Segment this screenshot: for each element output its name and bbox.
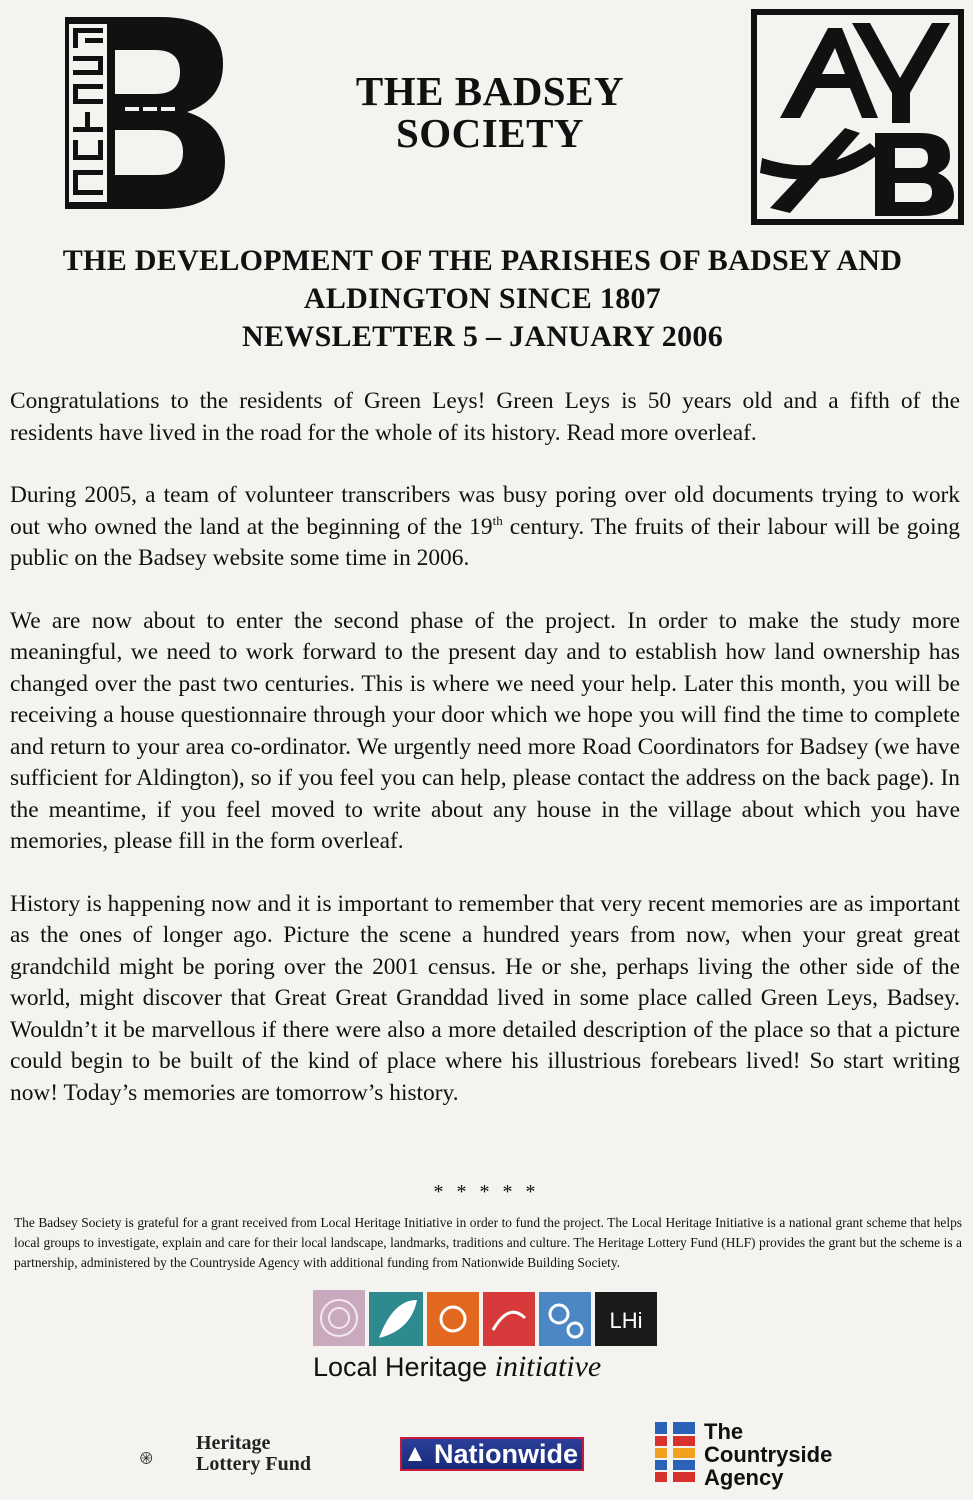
hlf-name — [196, 1433, 311, 1475]
nationwide-logo — [400, 1437, 584, 1471]
lhi-name-plain: Local Heritage — [313, 1352, 495, 1382]
headline-line-1: THE DEVELOPMENT OF THE PARISHES OF BADSEY AND — [62, 244, 903, 277]
hlf-line-2: Lottery Fund — [196, 1453, 311, 1475]
ca-line-2: Countryside — [704, 1442, 833, 1467]
heritage-lottery-fund-icon — [140, 1432, 192, 1484]
society-name — [240, 70, 740, 154]
lhi-name-italic: initiative — [494, 1350, 602, 1383]
society-line-1: THE BADSEY — [355, 68, 625, 114]
nationwide-name: Nationwide — [433, 1439, 578, 1469]
countryside-agency-name — [704, 1420, 832, 1489]
grant-acknowledgement: The Badsey Society is grateful for a grant received from Local Heritage Initiative in order to fund the project. The Local Heritage Initiative is a national grant scheme that helps local groups to investigate, explain and care for their local landscape, landmarks, traditions and culture. The Heritage Lottery Fund (HLF) provides the grant but the scheme is a partnership, administered by the Countryside Agency with additional funding from Nationwide Building Society. — [14, 1215, 962, 1270]
countryside-agency-flag-icon — [655, 1422, 695, 1482]
local-heritage-initiative-name — [313, 1350, 673, 1384]
ayb-monogram-icon — [750, 8, 965, 226]
paragraph-transcribers-text-a: During 2005, a team of volunteer transcribers was busy poring over old documents trying to work out who owned the land at the beginning of the 19 — [10, 482, 960, 540]
headline-line-2: ALDINGTON SINCE 1807 — [303, 282, 662, 315]
ca-line-1: The — [704, 1419, 744, 1444]
paragraph-second-phase: We are now about to enter the second phase of the project. In order to make the study more meaningful, we need to work forward to the present day and to establish how land ownership has changed over the past two centuries. This is where we need your help. Later this month, you will be receiving a house questionnaire through your door which we hope you will find the time to complete and return to your area co-ordinator. We urgently need more Road Coordinators for Badsey (we have sufficient for Aldington), so if you feel you can help, please contact the address on the back page). In the meantime, if you feel moved to write about any house in the village about which you have memories, please fill in the form overleaf. — [10, 607, 960, 854]
headline-line-3: NEWSLETTER 5 – JANUARY 2006 — [242, 320, 723, 353]
article-body — [10, 386, 960, 1140]
hlf-line-1: Heritage — [196, 1432, 271, 1454]
nationwide-mark-icon — [406, 1445, 424, 1463]
badsey-b-logo-icon — [55, 12, 230, 214]
society-line-2: SOCIETY — [395, 110, 585, 156]
paragraph-transcribers — [10, 480, 960, 575]
lhi-logo-strip — [313, 1290, 658, 1346]
ca-line-3: Agency — [704, 1465, 784, 1490]
paragraph-green-leys: Congratulations to the residents of Green Leys! Green Leys is 50 years old and a fifth of the residents have lived in the road for the whole of its history. Read more overleaf. — [10, 388, 960, 446]
lhi-tile-face — [483, 1292, 535, 1346]
lhi-tile-flower — [427, 1292, 479, 1346]
ordinal-suffix: th — [492, 512, 503, 528]
newsletter-headline — [0, 242, 965, 356]
lhi-badge: LHi — [609, 1308, 643, 1333]
paragraph-transcribers-text-b: century. The fruits of their labour will be going public on the Badsey website some time in 2006. — [10, 513, 960, 571]
paragraph-history: History is happening now and it is important to remember that very recent memories are as important as the ones of longer ago. Picture the scene a hundred years from now, when your great great grandchild might be poring over the 2001 census. He or she, perhaps living the other side of the world, might discover that Great Great Granddad lived in some place called Green Leys, Badsey. Wouldn’t it be marvellous if there were also a more detailed description of the place so that a picture could begin to be built of the kind of place where his illustrious forebears lived! So start writing now! Today’s memories are tomorrow’s history. — [10, 890, 960, 1106]
section-separator: * * * * * — [433, 1181, 540, 1203]
